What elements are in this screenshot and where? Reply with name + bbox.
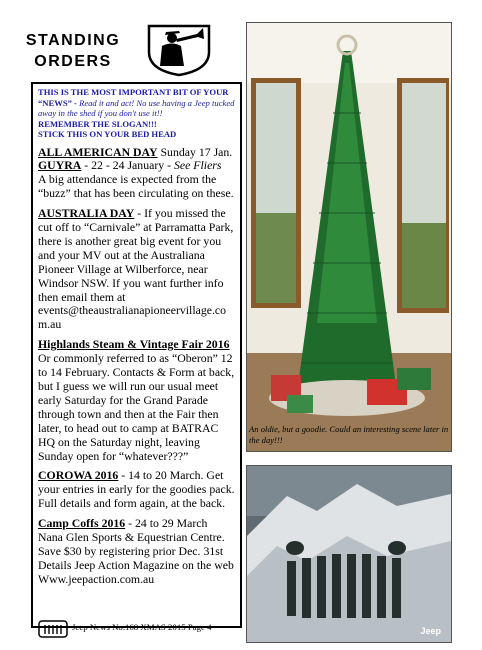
notice-slogan: REMEMBER THE SLOGAN!!! [38, 118, 157, 129]
event-highlands [38, 338, 235, 463]
photo-caption: An oldie, but a goodie. Could an interesting scene later in the day!!! [249, 424, 449, 445]
footer-text: Jeep News No.168 XMAS 2015 Page 4 [72, 622, 212, 632]
corowa-heading: COROWA 2016 [38, 468, 119, 483]
jeep-grille-icon [38, 620, 68, 638]
all-american-date: Sunday 17 Jan. [157, 144, 233, 159]
guyra-body: A big attendance is expected from the “buzz” that has been circulating on these. [38, 172, 234, 201]
camp-coffs-heading: Camp Coffs 2016 [38, 516, 126, 531]
event-corowa [38, 469, 235, 511]
guyra-heading: GUYRA [38, 158, 82, 173]
australia-day-body: - If you missed the cut off to “Carnivale” at Parramatta Park, there is another great big event for you and your MV out at the Australiana Pioneer Village at Wilberforce, near Windsor NSW. If you want further info then email them at events@theaustralianapioneervillage.com.au [38, 206, 234, 332]
camp-coffs-body: - 24 to 29 March Nana Glen Sports & Equestrian Centre. Save $30 by registering prior Dec. 31st Details Jeep Action Magazine on the web Www.jeepaction.com.au [38, 516, 234, 586]
all-american-heading: ALL AMERICAN DAY [38, 144, 158, 159]
corowa-body: - 14 to 20 March. Get your entries in early for the goodies pack. Full details and form again, at the back. [38, 468, 235, 511]
page-footer [36, 620, 246, 642]
important-notice [38, 87, 235, 140]
bottle-tree-photo [246, 22, 452, 452]
notice-intro-rest: Read it and act! No use having a Jeep tucked away in the shed if you don't use it!! [38, 97, 235, 118]
event-australia-day [38, 207, 235, 332]
notice-stick: STICK THIS ON YOUR BED HEAD [38, 129, 177, 139]
highlands-heading: Highlands Steam & Vintage Fair 2016 [38, 337, 230, 352]
highlands-body: Or commonly referred to as “Oberon” 12 to 14 February. Contacts & Form at back, but I guess we will run our usual meet early Saturday for the Grand Parade through town and then at the Fair then later, to head out to camp at BATRAC HQ on the Saturday night, leaving Sunday open for “whatever???” [38, 351, 235, 463]
guyra-note: See Fliers [173, 158, 222, 173]
standing-orders-box [31, 82, 242, 628]
event-camp-coffs [38, 517, 235, 587]
jeep-watermark: Jeep [420, 626, 441, 636]
page-title: STANDING ORDERS [25, 32, 121, 70]
bugler-logo-icon [143, 22, 215, 77]
event-all-american-guyra [38, 146, 235, 202]
guyra-date: - 22 - 24 January - [81, 158, 174, 173]
australia-day-heading: AUSTRALIA DAY [38, 206, 135, 221]
notice-intro: THIS IS THE MOST IMPORTANT BIT OF YOUR “NEWS” - [38, 87, 229, 108]
snowy-mountain-photo [246, 465, 452, 643]
